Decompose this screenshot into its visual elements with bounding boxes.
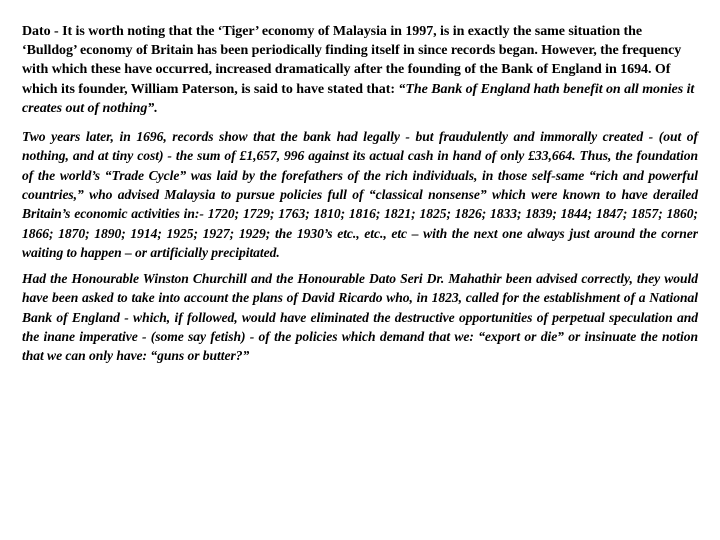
paragraph-1-text: Dato - It is worth noting that the ‘Tiger’ economy of Malaysia in 1997, is in exactly the same situation the ‘Bulldog’ economy of Britain has been periodically finding itself in since records began. However, the frequency with which these have occurred, increased dramatically after the founding of the Bank of England in 1694. Of which its founder, William Paterson, is said to have stated that: [22,24,682,97]
paragraph-2: Two years later, in 1696, records show that the bank had legally - but fraudulently and immorally created - (out of nothing, and at tiny cost) - the sum of £1,657, 996 against its actual cash in hand of only £33,664. Thus, the foundation of the world’s “Trade Cycle” was laid by the forefathers of the rich individuals, in those self-same “rich and powerful countries,” who advised Malaysia to pursue policies full of “classical nonsense” which were known to have derailed Britain’s economic activities in:- 1720; 1729; 1763; 1810; 1816; 1821; 1825; 1826; 1833; 1839; 1844; 1847; 1857; 1860; 1866; 1870; 1890; 1914; 1925; 1927; 1929; the 1930’s etc., etc., etc – with the next one always just around the corner waiting to happen – or artificially precipitated. [22,129,698,260]
slide-body [22,22,698,366]
paragraph-1-quote: “The Bank of England hath benefit on all monies it creates out of nothing”. [22,81,695,116]
paragraph-1 [22,22,698,118]
paragraph-3: Had the Honourable Winston Churchill and the Honourable Dato Seri Dr. Mahathir been advised correctly, they would have been asked to take into account the plans of David Ricardo who, in 1823, called for the establishment of a National Bank of England - which, if followed, would have eliminated the destructive opportunities of perpetual speculation and the inane imperative - (some say fetish) - of the policies which demand that we: “export or die” or insinuate the notion that we can only have: “guns or butter?” [22,271,698,364]
